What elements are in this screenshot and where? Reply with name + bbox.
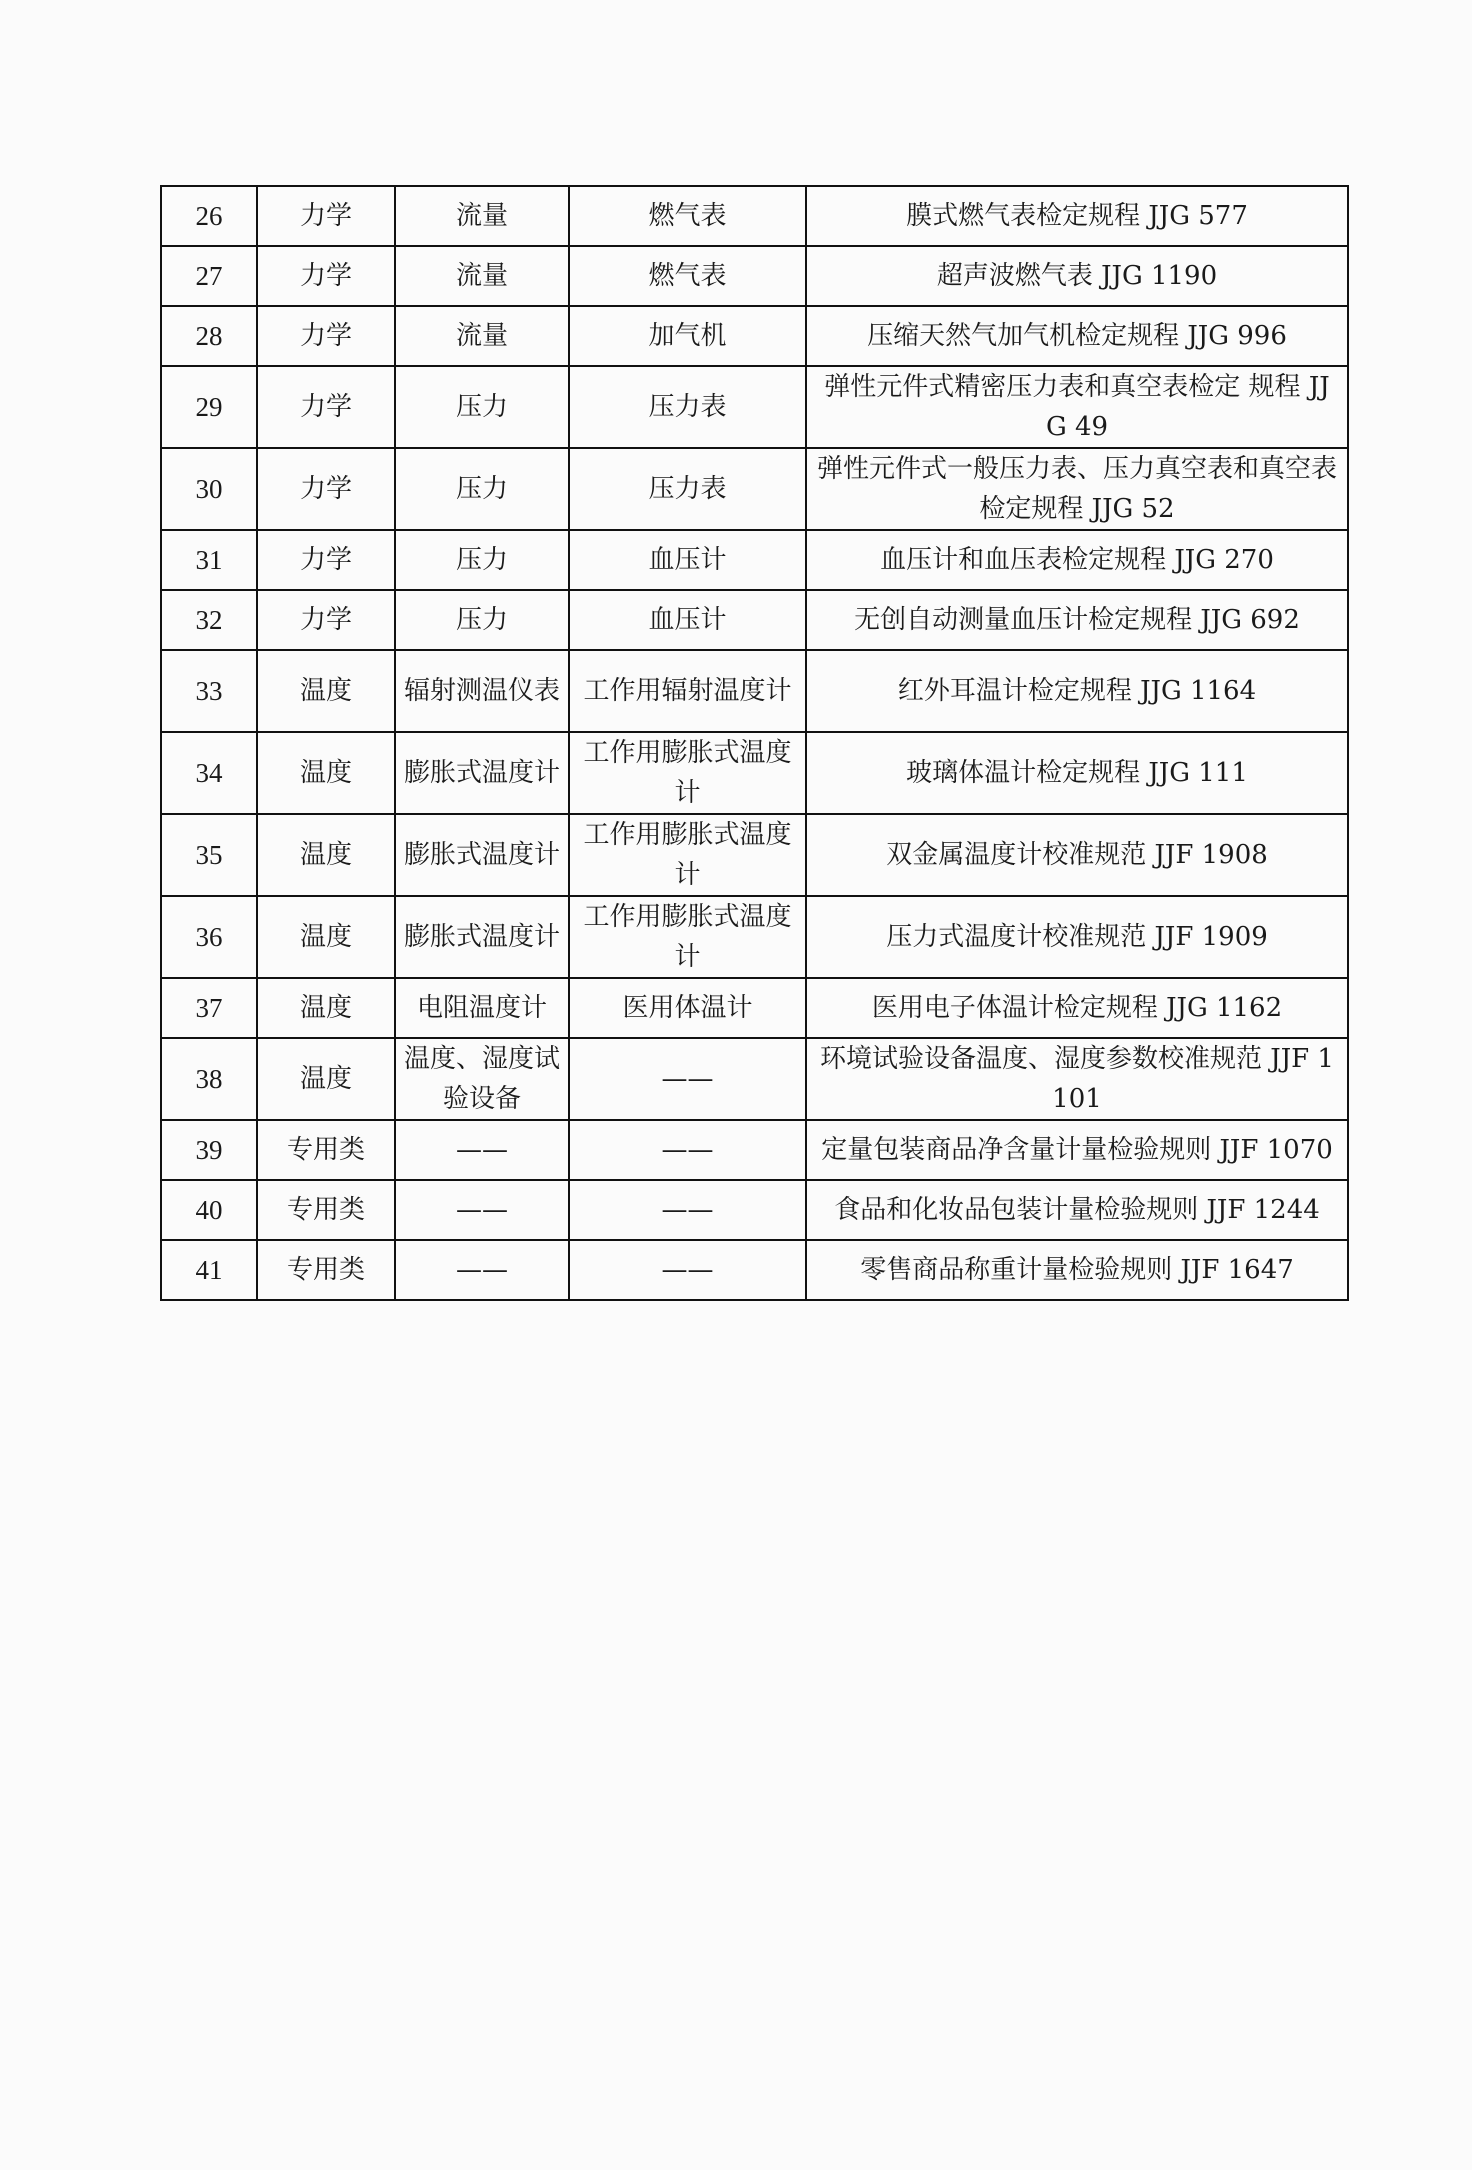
row-number: 37 <box>161 978 257 1038</box>
category-cell: 膨胀式温度计 <box>395 896 569 978</box>
row-number: 31 <box>161 530 257 590</box>
item-cell: 医用体温计 <box>569 978 806 1038</box>
field-cell: 力学 <box>257 366 395 448</box>
category-cell: 压力 <box>395 448 569 530</box>
item-cell: —— <box>569 1038 806 1120</box>
field-cell: 温度 <box>257 732 395 814</box>
standard-cell: 定量包装商品净含量计量检验规则 JJF 1070 <box>806 1120 1348 1180</box>
row-number: 28 <box>161 306 257 366</box>
category-cell: —— <box>395 1120 569 1180</box>
field-cell: 力学 <box>257 246 395 306</box>
row-number: 33 <box>161 650 257 732</box>
table-row <box>161 896 1348 978</box>
standard-cell: 无创自动测量血压计检定规程 JJG 692 <box>806 590 1348 650</box>
regulation-table <box>160 185 1349 1301</box>
item-cell: 燃气表 <box>569 186 806 246</box>
category-cell: —— <box>395 1180 569 1240</box>
table-row <box>161 186 1348 246</box>
category-cell: 压力 <box>395 530 569 590</box>
standard-cell: 医用电子体温计检定规程 JJG 1162 <box>806 978 1348 1038</box>
item-cell: 工作用膨胀式温度计 <box>569 732 806 814</box>
row-number: 29 <box>161 366 257 448</box>
category-cell: 压力 <box>395 366 569 448</box>
category-cell: 电阻温度计 <box>395 978 569 1038</box>
category-cell: 流量 <box>395 246 569 306</box>
field-cell: 专用类 <box>257 1180 395 1240</box>
standard-cell: 环境试验设备温度、湿度参数校准规范 JJF 1101 <box>806 1038 1348 1120</box>
standard-cell: 食品和化妆品包装计量检验规则 JJF 1244 <box>806 1180 1348 1240</box>
item-cell: 血压计 <box>569 590 806 650</box>
standard-cell: 玻璃体温计检定规程 JJG 111 <box>806 732 1348 814</box>
table-row <box>161 306 1348 366</box>
field-cell: 力学 <box>257 590 395 650</box>
field-cell: 温度 <box>257 1038 395 1120</box>
table-row <box>161 366 1348 448</box>
table-row <box>161 590 1348 650</box>
row-number: 40 <box>161 1180 257 1240</box>
row-number: 30 <box>161 448 257 530</box>
item-cell: 工作用辐射温度计 <box>569 650 806 732</box>
category-cell: 膨胀式温度计 <box>395 814 569 896</box>
row-number: 26 <box>161 186 257 246</box>
category-cell: 辐射测温仪表 <box>395 650 569 732</box>
table-row <box>161 1038 1348 1120</box>
table-row <box>161 1180 1348 1240</box>
standard-cell: 零售商品称重计量检验规则 JJF 1647 <box>806 1240 1348 1300</box>
row-number: 32 <box>161 590 257 650</box>
row-number: 34 <box>161 732 257 814</box>
standard-cell: 红外耳温计检定规程 JJG 1164 <box>806 650 1348 732</box>
field-cell: 力学 <box>257 448 395 530</box>
table-row <box>161 530 1348 590</box>
category-cell: 流量 <box>395 186 569 246</box>
row-number: 39 <box>161 1120 257 1180</box>
field-cell: 力学 <box>257 530 395 590</box>
standard-cell: 双金属温度计校准规范 JJF 1908 <box>806 814 1348 896</box>
row-number: 35 <box>161 814 257 896</box>
table-row <box>161 732 1348 814</box>
row-number: 27 <box>161 246 257 306</box>
category-cell: 压力 <box>395 590 569 650</box>
table-row <box>161 1120 1348 1180</box>
category-cell: 温度、湿度试验设备 <box>395 1038 569 1120</box>
standard-cell: 膜式燃气表检定规程 JJG 577 <box>806 186 1348 246</box>
field-cell: 专用类 <box>257 1120 395 1180</box>
table-row <box>161 246 1348 306</box>
field-cell: 力学 <box>257 306 395 366</box>
table-row <box>161 650 1348 732</box>
standard-cell: 压力式温度计校准规范 JJF 1909 <box>806 896 1348 978</box>
standard-cell: 超声波燃气表 JJG 1190 <box>806 246 1348 306</box>
standard-cell: 血压计和血压表检定规程 JJG 270 <box>806 530 1348 590</box>
field-cell: 温度 <box>257 896 395 978</box>
row-number: 36 <box>161 896 257 978</box>
item-cell: 压力表 <box>569 366 806 448</box>
field-cell: 温度 <box>257 650 395 732</box>
item-cell: 工作用膨胀式温度计 <box>569 896 806 978</box>
table-row <box>161 448 1348 530</box>
category-cell: 流量 <box>395 306 569 366</box>
category-cell: —— <box>395 1240 569 1300</box>
row-number: 38 <box>161 1038 257 1120</box>
field-cell: 温度 <box>257 814 395 896</box>
field-cell: 力学 <box>257 186 395 246</box>
item-cell: —— <box>569 1180 806 1240</box>
table-row <box>161 978 1348 1038</box>
table-row <box>161 1240 1348 1300</box>
item-cell: 加气机 <box>569 306 806 366</box>
item-cell: —— <box>569 1240 806 1300</box>
field-cell: 专用类 <box>257 1240 395 1300</box>
category-cell: 膨胀式温度计 <box>395 732 569 814</box>
standard-cell: 弹性元件式一般压力表、压力真空表和真空表检定规程 JJG 52 <box>806 448 1348 530</box>
standard-cell: 弹性元件式精密压力表和真空表检定 规程 JJG 49 <box>806 366 1348 448</box>
standard-cell: 压缩天然气加气机检定规程 JJG 996 <box>806 306 1348 366</box>
item-cell: 工作用膨胀式温度计 <box>569 814 806 896</box>
field-cell: 温度 <box>257 978 395 1038</box>
item-cell: 燃气表 <box>569 246 806 306</box>
item-cell: 压力表 <box>569 448 806 530</box>
item-cell: 血压计 <box>569 530 806 590</box>
table-row <box>161 814 1348 896</box>
item-cell: —— <box>569 1120 806 1180</box>
row-number: 41 <box>161 1240 257 1300</box>
